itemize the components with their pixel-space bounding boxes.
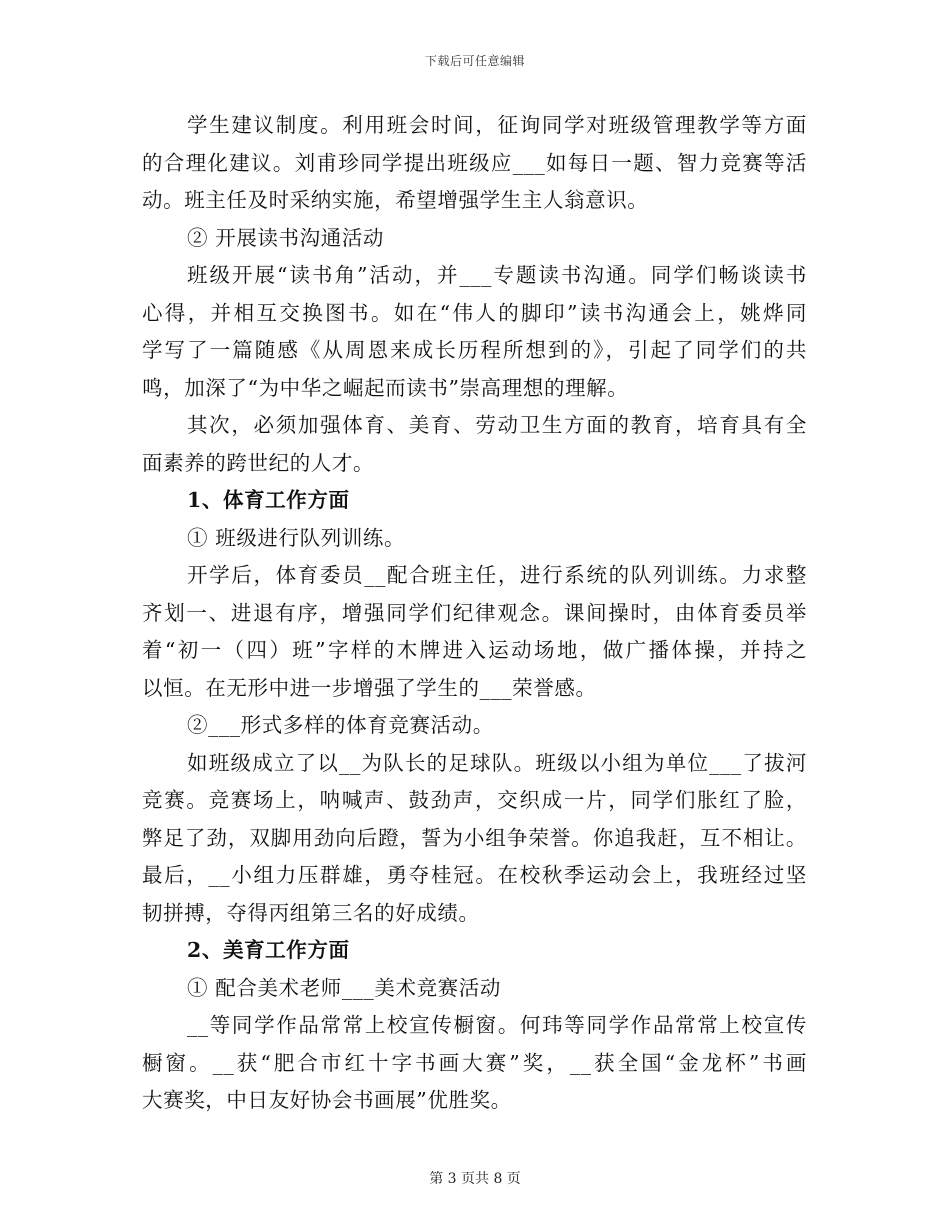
- section-heading: 2、美育工作方面: [187, 938, 350, 962]
- text-line: 橱窗。__获“肥合市红十字书画大赛”奖，__获全国“金龙杯”书画: [142, 1050, 807, 1075]
- text-line: ① 班级进行队列训练。: [187, 525, 406, 550]
- text-line: 着“初一（四）班”字样的木牌进入运动场地，做广播体操，并持之: [142, 638, 807, 662]
- text-line: __等同学作品常常上校宣传橱窗。何玮等同学作品常常上校宣传: [187, 1013, 807, 1037]
- text-line: 心得，并相互交换图书。如在“伟人的脚印”读书沟通会上，姚烨同: [142, 300, 807, 325]
- section-heading: 1、体育工作方面: [187, 488, 350, 512]
- text-line: 如班级成立了以__为队长的足球队。班级以小组为单位___了拔河: [187, 750, 807, 775]
- text-line: 班级开展“读书角”活动，并___专题读书沟通。同学们畅谈读书: [187, 263, 807, 287]
- text-line: 动。班主任及时采纳实施，希望增强学生主人翁意识。: [142, 188, 649, 212]
- text-line: 学写了一篇随感《从周恩来成长历程所想到的》，引起了同学们的共: [142, 338, 807, 362]
- text-line: ① 配合美术老师___美术竞赛活动: [187, 975, 501, 1000]
- text-line: 其次，必须加强体育、美育、劳动卫生方面的教育，培育具有全: [187, 413, 807, 437]
- text-line: 韧拼搏，夺得丙组第三名的好成绩。: [142, 900, 480, 925]
- text-line: 齐划一、进退有序，增强同学们纪律观念。课间操时，由体育委员举: [142, 600, 807, 625]
- page-header: 下载后可任意编辑: [424, 54, 525, 68]
- text-line: 面素养的跨世纪的人才。: [142, 450, 375, 475]
- page-footer: 第 3 页共 8 页: [429, 1171, 521, 1187]
- text-line: 最后，__小组力压群雄，勇夺桂冠。在校秋季运动会上，我班经过坚: [142, 863, 807, 887]
- text-line: 的合理化建议。刘甫珍同学提出班级应___如每日一题、智力竞赛等活: [142, 150, 807, 175]
- text-line: ② 开展读书沟通活动: [187, 225, 385, 250]
- text-line: 开学后，体育委员__配合班主任，进行系统的队列训练。力求整: [187, 563, 807, 587]
- text-line: 鸣，加深了“为中华之崛起而读书”崇高理想的理解。: [142, 375, 629, 400]
- document-body: [142, 107, 807, 1120]
- text-line: 竞赛。竞赛场上，呐喊声、鼓劲声，交织成一片，同学们胀红了脸，: [142, 788, 807, 812]
- text-line: ②___形式多样的体育竞赛活动。: [187, 713, 494, 737]
- text-line: 以恒。在无形中进一步增强了学生的___荣誉感。: [142, 675, 597, 700]
- text-line: 大赛奖，中日友好协会书画展”优胜奖。: [142, 1088, 512, 1112]
- text-line: 弊足了劲，双脚用劲向后蹬，誓为小组争荣誉。你追我赶，互不相让。: [142, 825, 807, 850]
- text-line: 学生建议制度。利用班会时间，征询同学对班级管理教学等方面: [187, 113, 807, 137]
